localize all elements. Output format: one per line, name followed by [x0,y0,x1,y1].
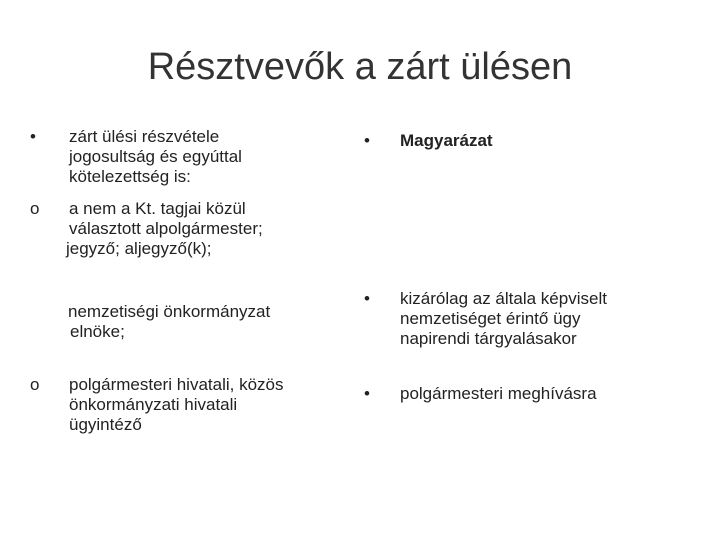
bullet-text-line: zárt ülési részvétele [69,127,220,146]
left-bullet-participation-right [30,127,330,187]
subbullet-text-line: a nem a Kt. tagjai közül [69,199,246,218]
bullet-text [400,384,684,404]
subbullet-text-line: polgármesteri hivatali, közös [69,375,284,394]
paragraph-text-line: elnöke; [70,322,125,341]
subbullet-text [66,199,330,259]
subbullet-text [69,375,350,435]
right-bullet-mayor-invitation [364,384,684,404]
paragraph-text [68,302,348,342]
bullet-text-line: kizárólag az általa képviselt [400,289,607,308]
left-paragraph-minority-chair [68,302,348,342]
subbullet-text-line: jegyző; aljegyző(k); [66,239,212,258]
subbullet-text-line: választott alpolgármester; [69,219,263,238]
left-subbullet-office-clerk [30,375,350,435]
bullet-text [400,131,684,151]
bullet-text-line: kötelezettség is: [69,167,191,186]
bullet-text-line: napirendi tárgyalásakor [400,329,577,348]
bullet-marker: • [364,289,370,308]
left-subbullet-officials [30,199,330,259]
subbullet-marker: o [30,199,40,218]
paragraph-text-line: nemzetiségi önkormányzat [68,302,271,321]
subbullet-text-line: önkormányzati hivatali [69,395,238,414]
bullet-text [400,289,684,349]
subbullet-text-line: ügyintéző [69,415,142,434]
bullet-marker: • [364,131,370,150]
right-bullet-explanation [364,131,684,151]
right-bullet-minority-agenda [364,289,684,349]
bullet-text-line: jogosultság és egyúttal [69,147,242,166]
bullet-marker: • [364,384,370,403]
bullet-text-line: Magyarázat [400,131,493,150]
bullet-text-line: polgármesteri meghívásra [400,384,597,403]
bullet-text [69,127,330,187]
subbullet-marker: o [30,375,40,394]
bullet-marker: • [30,127,36,146]
bullet-text-line: nemzetiséget érintő ügy [400,309,581,328]
slide-title: Résztvevők a zárt ülésen [147,46,573,88]
